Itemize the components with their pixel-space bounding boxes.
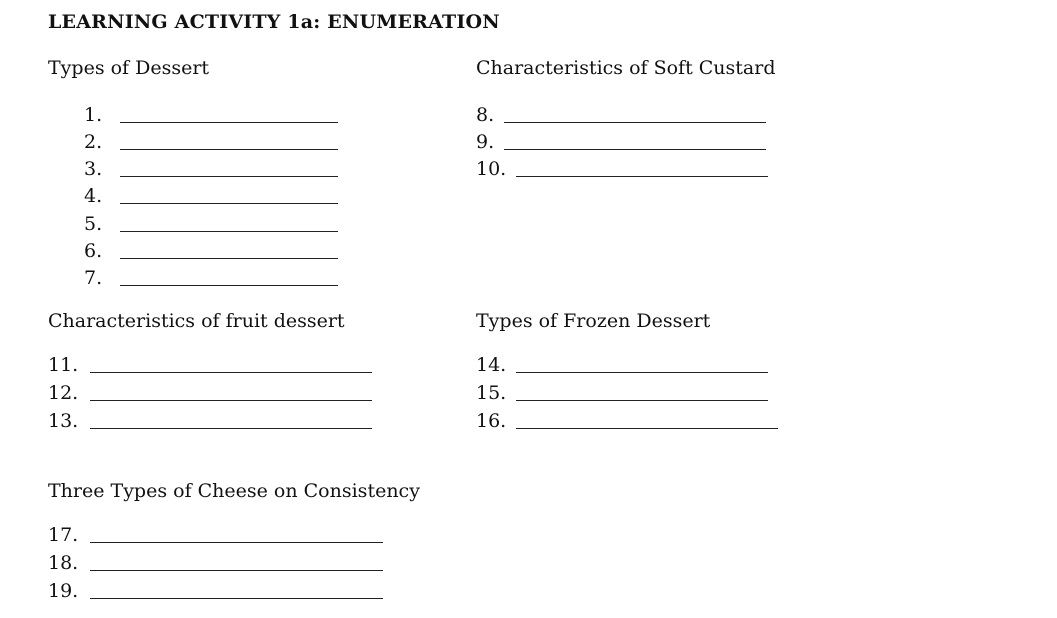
list-item xyxy=(48,523,388,547)
list-item xyxy=(84,212,344,236)
item-number: 12. xyxy=(48,382,79,404)
answer-blank[interactable] xyxy=(90,428,372,429)
item-number: 16. xyxy=(476,410,507,432)
item-number: 14. xyxy=(476,354,507,376)
list-item xyxy=(476,381,786,405)
answer-blank[interactable] xyxy=(120,285,338,286)
answer-blank[interactable] xyxy=(504,122,766,123)
item-number: 5. xyxy=(84,213,103,235)
answer-blank[interactable] xyxy=(120,203,338,204)
answer-blank[interactable] xyxy=(516,428,778,429)
list-item xyxy=(48,579,388,603)
item-number: 19. xyxy=(48,580,79,602)
item-number: 9. xyxy=(476,131,495,153)
answer-blank[interactable] xyxy=(504,149,766,150)
section-title-fruit-dessert: Characteristics of fruit dessert xyxy=(48,310,345,332)
item-number: 17. xyxy=(48,524,79,546)
item-number: 7. xyxy=(84,267,103,289)
item-number: 3. xyxy=(84,158,103,180)
item-number: 8. xyxy=(476,104,495,126)
item-number: 2. xyxy=(84,131,103,153)
answer-blank[interactable] xyxy=(120,231,338,232)
answer-blank[interactable] xyxy=(516,176,768,177)
section-title-cheese: Three Types of Cheese on Consistency xyxy=(48,480,420,502)
answer-blank[interactable] xyxy=(90,372,372,373)
list-item xyxy=(84,157,344,181)
answer-blank[interactable] xyxy=(90,598,383,599)
list-item xyxy=(476,409,786,433)
list-item xyxy=(48,353,378,377)
item-number: 13. xyxy=(48,410,79,432)
section-title-frozen-dessert: Types of Frozen Dessert xyxy=(476,310,711,332)
list-item xyxy=(84,266,344,290)
item-number: 10. xyxy=(476,158,507,180)
item-number: 11. xyxy=(48,354,79,376)
item-number: 4. xyxy=(84,185,103,207)
answer-blank[interactable] xyxy=(90,570,383,571)
page-title: LEARNING ACTIVITY 1a: ENUMERATION xyxy=(48,11,500,33)
answer-blank[interactable] xyxy=(120,258,338,259)
section-title-soft-custard: Characteristics of Soft Custard xyxy=(476,57,776,79)
list-item xyxy=(84,239,344,263)
list-item xyxy=(84,130,344,154)
answer-blank[interactable] xyxy=(120,122,338,123)
item-number: 15. xyxy=(476,382,507,404)
list-item xyxy=(48,551,388,575)
item-number: 18. xyxy=(48,552,79,574)
answer-blank[interactable] xyxy=(516,372,768,373)
item-number: 1. xyxy=(84,104,103,126)
answer-blank[interactable] xyxy=(120,149,338,150)
list-item xyxy=(476,157,776,181)
answer-blank[interactable] xyxy=(120,176,338,177)
list-item xyxy=(476,103,776,127)
answer-blank[interactable] xyxy=(90,400,372,401)
answer-blank[interactable] xyxy=(516,400,768,401)
list-item xyxy=(476,353,786,377)
list-item xyxy=(48,381,378,405)
item-number: 6. xyxy=(84,240,103,262)
list-item xyxy=(84,103,344,127)
section-title-types-of-dessert: Types of Dessert xyxy=(48,57,210,79)
list-item xyxy=(48,409,378,433)
answer-blank[interactable] xyxy=(90,542,383,543)
list-item xyxy=(84,184,344,208)
list-item xyxy=(476,130,776,154)
